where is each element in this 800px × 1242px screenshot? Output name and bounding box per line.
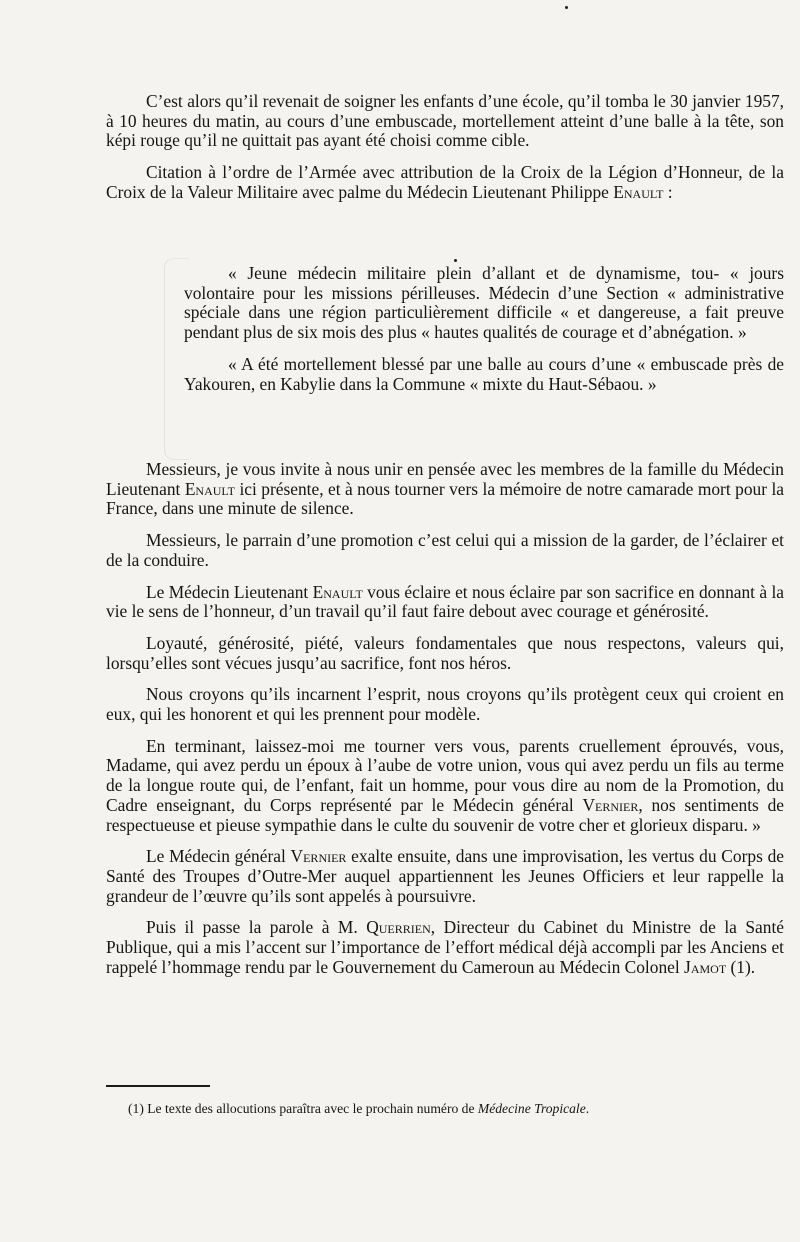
footnote bbox=[106, 1100, 784, 1118]
paragraph-minute-silence bbox=[106, 460, 784, 519]
paragraph-croyons: Nous croyons qu’ils incarnent l’esprit, nous croyons qu’ils protègent ceux qui croient en eux, qui les honorent et qui les prennent pour modèle. bbox=[106, 684, 784, 725]
surname-enault: Enault bbox=[613, 181, 664, 202]
surname-enault: Enault bbox=[312, 581, 363, 602]
print-speck bbox=[565, 6, 568, 9]
surname-querrien: Querrien bbox=[366, 917, 431, 938]
footnote-text: Le texte des allocutions paraîtra avec le prochain numéro de bbox=[143, 1101, 478, 1116]
paragraph-text: Le Médecin Lieutenant bbox=[146, 581, 313, 602]
paragraph-text: exalte ensuite, dans une improvisation, les vertus du Corps de Santé des Troupes d’Outre-Mer auquel appartiennent les Jeunes Officiers et leur rappelle la grandeur de l’œuvre qu’ils sont appelés à poursuivre. bbox=[106, 846, 784, 906]
paragraph-text: (1). bbox=[726, 956, 756, 977]
paragraph-text: Le Médecin général bbox=[146, 846, 291, 867]
paragraph-text: , nos sentiments de respectueuse et pieuse sympathie dans le culte du souvenir de votre cher et glorieux disparu. » bbox=[106, 794, 784, 835]
paragraph-terminant bbox=[106, 737, 784, 836]
print-speck bbox=[454, 259, 457, 262]
surname-vernier: Vernier bbox=[290, 846, 347, 867]
citation-quote bbox=[184, 264, 784, 394]
paragraph-citation-intro bbox=[106, 163, 784, 202]
paragraph-valeurs: Loyauté, générosité, piété, valeurs fondamentales que nous respectons, valeurs qui, lorsqu’elles sont vécues jusqu’au sacrifice, font nos héros. bbox=[106, 632, 784, 673]
paragraph-querrien bbox=[106, 918, 784, 977]
paragraph-text: ici présente, et à nous tourner vers la mémoire de notre camarade mort pour la France, dans une minute de silence. bbox=[106, 478, 784, 519]
main-section bbox=[106, 460, 784, 977]
footnote-separator bbox=[106, 1085, 210, 1087]
paragraph-eclaire bbox=[106, 583, 784, 622]
citation-paragraph-2: « A été mortellement blessé par une balle au cours d’une « embuscade près de Yakouren, en Kabylie dans la Commune « mixte du Haut-Sébaou. » bbox=[184, 353, 784, 394]
paragraph-text: Messieurs, je vous invite à nous unir en pensée avec les membres de la famille du Médecin Lieutenant bbox=[106, 459, 784, 499]
footnote-end: . bbox=[585, 1101, 590, 1116]
surname-vernier: Vernier bbox=[582, 794, 639, 815]
footnote-journal-title: Médecine Tropicale bbox=[477, 1101, 586, 1116]
paragraph-text: Puis il passe la parole à M. bbox=[146, 917, 367, 938]
paragraph-text: , Directeur du Cabinet du Ministre de la Santé Publique, qui a mis l’accent sur l’importance de l’effort médical déjà accompli par les Anciens et rappelé l’hommage rendu par le Gouvernement du Cameroun au Médecin Colonel bbox=[106, 917, 784, 977]
paragraph-vernier-improvisation bbox=[106, 847, 784, 906]
paragraph-parrain: Messieurs, le parrain d’une promotion c’est celui qui a mission de la garder, de l’éclairer et de la conduire. bbox=[106, 530, 784, 570]
paragraph-text: : bbox=[663, 181, 673, 202]
top-section bbox=[106, 92, 784, 203]
citation-paragraph-1: « Jeune médecin militaire plein d’allant et de dynamisme, tou- « jours volontaire pour les missions périlleuses. Médecin d’une Section « administrative spéciale dans une région particulièrement difficile « et dangereuse, a fait preuve pendant plus de six mois des plus « hautes qualités de courage et d’abnégation. » bbox=[184, 263, 784, 343]
paragraph-death-account: C’est alors qu’il revenait de soigner les enfants d’une école, qu’il tomba le 30 janvier 1957, à 10 heures du matin, au cours d’une embuscade, mortellement atteint d’une balle à la tête, son képi rouge qu’il ne quittait pas ayant été choisi comme cible. bbox=[106, 91, 784, 151]
surname-enault: Enault bbox=[184, 478, 235, 499]
paragraph-text: En terminant, laissez-moi me tourner vers vous, parents cruellement éprouvés, vous, Madame, qui avez perdu un époux à l’aube de votre union, vous qui avez perdu un fils au terme de la longue route qui, de l’enfant, fait un homme, pour vous dire au nom de la Promotion, du Cadre enseignant, du Corps représenté par le Médecin général bbox=[106, 735, 784, 815]
footnote-marker: (1) bbox=[128, 1101, 144, 1116]
surname-jamot: Jamot bbox=[684, 956, 727, 977]
paragraph-text: vous éclaire et nous éclaire par son sacrifice en donnant à la vie le sens de l’honneur, d’un travail qu’il faut faire debout avec courage et générosité. bbox=[106, 581, 784, 622]
paragraph-text: Citation à l’ordre de l’Armée avec attribution de la Croix de la Légion d’Honneur, de la Croix de la Valeur Militaire avec palme du Médecin Lieutenant Philippe bbox=[106, 162, 784, 202]
